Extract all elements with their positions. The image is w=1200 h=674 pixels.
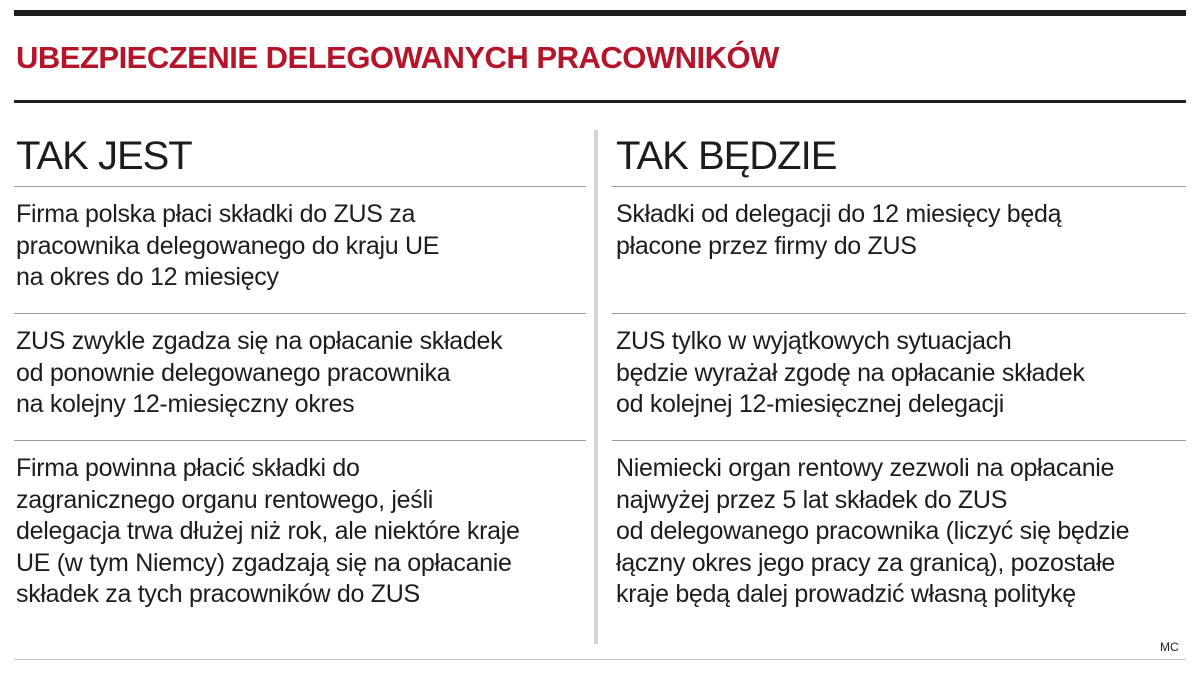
cell-line: najwyżej przez 5 lat składek do ZUS (616, 485, 1008, 514)
cell-line: Firma polska płaci składki do ZUS za (16, 200, 416, 228)
cell-line: pracownika delegowanego do kraju UE (16, 231, 440, 260)
table-cell (612, 187, 1186, 314)
cell-line: składek za tych pracowników do ZUS (16, 580, 420, 608)
column-future (612, 103, 1186, 647)
table-cell (14, 314, 586, 441)
cell-line: na kolejny 12-miesięczny okres (16, 390, 355, 418)
author-credit: MC (1160, 640, 1179, 654)
cell-line: UE (w tym Niemcy) zgadzają się na opłacanie (16, 548, 512, 577)
table-cell (14, 441, 586, 647)
column-divider (594, 130, 598, 644)
cell-line: Niemiecki organ rentowy zezwoli na opłacanie (616, 454, 1115, 482)
cell-line: od kolejnej 12-miesięcznej delegacji (616, 390, 1005, 418)
cell-line: płacone przez firmy do ZUS (616, 231, 917, 260)
cell-line: kraje będą dalej prowadzić własną politykę (616, 580, 1076, 608)
cell-line: delegacja trwa dłużej niż rok, ale niektóre kraje (16, 517, 520, 545)
table-cell (612, 441, 1186, 647)
table-cell (14, 187, 586, 314)
cell-line: Firma powinna płacić składki do (16, 454, 360, 482)
top-rule (14, 10, 1186, 16)
column-current (14, 103, 586, 647)
cell-line: od ponownie delegowanego pracownika (16, 358, 451, 387)
cell-line: Składki od delegacji do 12 miesięcy będą (616, 200, 1062, 228)
cell-line: łączny okres jego pracy za granicą), pozostałe (616, 548, 1115, 577)
cell-line: będzie wyrażał zgodę na opłacanie składek (616, 358, 1085, 387)
cell-line: zagranicznego organu rentowego, jeśli (16, 485, 433, 514)
cell-line: na okres do 12 miesięcy (16, 263, 279, 291)
cell-line: ZUS zwykle zgadza się na opłacanie składek (16, 327, 503, 355)
column-heading-current: TAK JEST (14, 103, 586, 187)
cell-line: ZUS tylko w wyjątkowych sytuacjach (616, 327, 1012, 355)
cell-line: od delegowanego pracownika (liczyć się będzie (616, 517, 1130, 545)
table-cell (612, 314, 1186, 441)
infographic-title: UBEZPIECZENIE DELEGOWANYCH PRACOWNIKÓW (16, 40, 779, 75)
column-heading-future: TAK BĘDZIE (612, 103, 1186, 187)
bottom-rule (14, 659, 1186, 660)
